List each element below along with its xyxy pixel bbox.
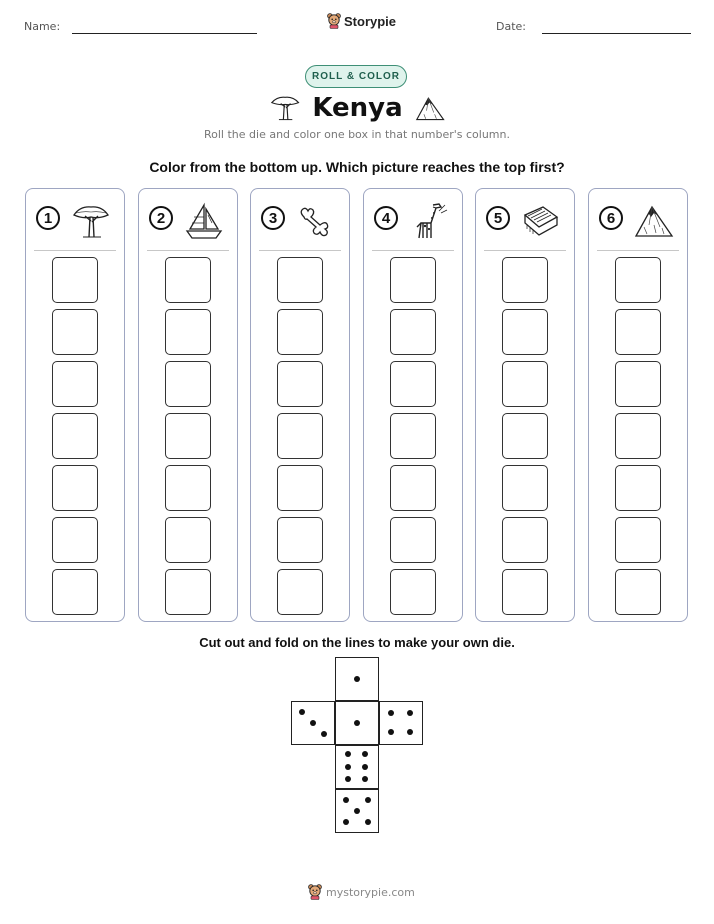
color-box[interactable] (615, 569, 661, 615)
color-box[interactable] (502, 517, 548, 563)
die-face-5 (335, 789, 379, 833)
bear-logo-icon (327, 13, 341, 29)
date-line[interactable] (542, 33, 691, 34)
color-box[interactable] (502, 465, 548, 511)
color-box[interactable] (277, 413, 323, 459)
color-box[interactable] (277, 569, 323, 615)
die-face-1 (335, 657, 379, 701)
column-header (251, 201, 349, 241)
color-box[interactable] (502, 569, 548, 615)
color-box[interactable] (502, 361, 548, 407)
die-pip (321, 731, 327, 737)
mountain-icon (415, 93, 445, 123)
color-box[interactable] (52, 517, 98, 563)
column-6 (588, 188, 688, 622)
color-box[interactable] (277, 309, 323, 355)
die-pip (362, 751, 368, 757)
page-title: Kenya (312, 93, 403, 123)
column-number: 6 (599, 206, 623, 230)
color-box[interactable] (615, 517, 661, 563)
color-box[interactable] (277, 517, 323, 563)
date-label: Date: (496, 20, 526, 33)
die-face-4 (379, 701, 423, 745)
column-header (139, 201, 237, 241)
color-box[interactable] (277, 257, 323, 303)
color-box[interactable] (165, 517, 211, 563)
acacia-tree-icon (71, 201, 111, 241)
column-number: 1 (36, 206, 60, 230)
column-number: 2 (149, 206, 173, 230)
color-box[interactable] (390, 257, 436, 303)
die-pip (354, 720, 360, 726)
color-box[interactable] (52, 465, 98, 511)
column-header (589, 201, 687, 241)
name-label: Name: (24, 20, 61, 33)
die-pip (345, 764, 351, 770)
die-pip (365, 819, 371, 825)
folded-blanket-icon (521, 201, 561, 241)
footer (308, 884, 415, 900)
die-pip (388, 729, 394, 735)
die-pip (345, 776, 351, 782)
color-box[interactable] (390, 413, 436, 459)
die-pip (362, 764, 368, 770)
die-pip (299, 709, 305, 715)
die-pip (354, 676, 360, 682)
column-header (364, 201, 462, 241)
color-box[interactable] (52, 413, 98, 459)
die-face-6 (335, 745, 379, 789)
column-header (26, 201, 124, 241)
die-pip (407, 729, 413, 735)
mountain-icon (634, 201, 674, 241)
die-pip (362, 776, 368, 782)
brand-logo (327, 13, 396, 29)
die-pip (354, 808, 360, 814)
column-divider (34, 250, 116, 251)
die-pip (407, 710, 413, 716)
color-box[interactable] (390, 361, 436, 407)
color-box[interactable] (390, 465, 436, 511)
column-divider (259, 250, 341, 251)
color-box[interactable] (277, 361, 323, 407)
giraffe-icon (409, 201, 449, 241)
column-divider (147, 250, 229, 251)
color-box[interactable] (165, 569, 211, 615)
color-box[interactable] (165, 257, 211, 303)
die-pip (343, 819, 349, 825)
die-pip (388, 710, 394, 716)
name-line[interactable] (72, 33, 257, 34)
subtitle: Roll the die and color one box in that number's column. (204, 128, 510, 141)
die-pip (365, 797, 371, 803)
column-number: 3 (261, 206, 285, 230)
color-box[interactable] (52, 257, 98, 303)
column-divider (372, 250, 454, 251)
die-pip (345, 751, 351, 757)
die-face-1 (335, 701, 379, 745)
column-2 (138, 188, 238, 622)
column-divider (484, 250, 566, 251)
color-box[interactable] (615, 465, 661, 511)
color-box[interactable] (615, 309, 661, 355)
die-pip (343, 797, 349, 803)
color-box[interactable] (52, 361, 98, 407)
column-3 (250, 188, 350, 622)
color-box[interactable] (502, 257, 548, 303)
color-box[interactable] (615, 413, 661, 459)
color-box[interactable] (615, 257, 661, 303)
bone-icon (296, 201, 336, 241)
color-box[interactable] (390, 569, 436, 615)
die-face-3 (291, 701, 335, 745)
footer-url: mystorypie.com (326, 885, 415, 899)
color-box[interactable] (165, 465, 211, 511)
sailboat-icon (184, 201, 224, 241)
color-box[interactable] (502, 309, 548, 355)
cut-instruction: Cut out and fold on the lines to make your own die. (199, 635, 515, 650)
color-box[interactable] (502, 413, 548, 459)
color-box[interactable] (165, 361, 211, 407)
brand-name: Storypie (344, 13, 397, 29)
acacia-tree-icon (270, 93, 300, 123)
color-box[interactable] (165, 309, 211, 355)
bear-logo-icon (308, 884, 322, 900)
column-5 (475, 188, 575, 622)
color-box[interactable] (615, 361, 661, 407)
column-header (476, 201, 574, 241)
column-4 (363, 188, 463, 622)
instruction-text: Color from the bottom up. Which picture reaches the top first? (149, 159, 565, 175)
color-box[interactable] (390, 517, 436, 563)
die-pip (310, 720, 316, 726)
color-box[interactable] (165, 413, 211, 459)
column-divider (597, 250, 679, 251)
color-box[interactable] (52, 309, 98, 355)
title-row (270, 90, 445, 126)
color-box[interactable] (390, 309, 436, 355)
column-number: 4 (374, 206, 398, 230)
color-box[interactable] (277, 465, 323, 511)
activity-badge: ROLL & COLOR (305, 65, 407, 88)
column-number: 5 (486, 206, 510, 230)
column-1 (25, 188, 125, 622)
color-box[interactable] (52, 569, 98, 615)
